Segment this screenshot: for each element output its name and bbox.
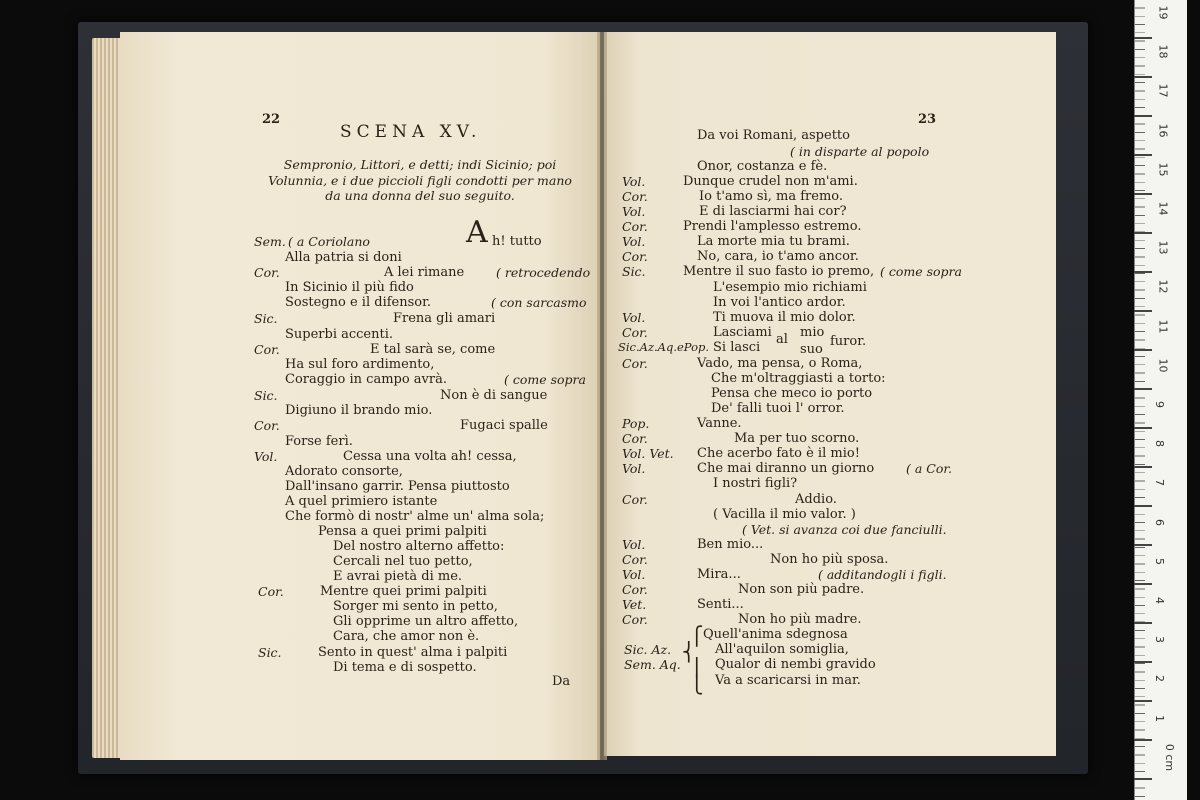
stage-direction: ( in disparte al popolo <box>790 144 930 159</box>
verse-line: Senti... <box>697 597 744 612</box>
speaker: Sem. <box>254 234 286 249</box>
ruler-number: 17 <box>1156 83 1170 98</box>
verse-line: Prendi l'amplesso estremo. <box>683 219 862 234</box>
verse-line: In voi l'antico ardor. <box>713 295 846 310</box>
speaker: Vol. <box>622 461 646 476</box>
verse-line: Non son più padre. <box>738 582 865 597</box>
speaker: Vol. <box>622 567 646 582</box>
verse-line: I nostri figli? <box>713 476 798 491</box>
verse-line: All'aquilon somiglia, <box>715 642 849 657</box>
verse-line: Dunque crudel non m'ami. <box>683 174 858 189</box>
speaker: Sic. <box>258 645 282 660</box>
verse-line: Pensa che meco io porto <box>711 386 873 401</box>
verse-line: No, cara, io t'amo ancor. <box>697 249 859 264</box>
book-gutter <box>597 32 607 760</box>
verse-line: Mentre quei primi palpiti <box>320 584 487 599</box>
speaker: Cor. <box>622 431 648 446</box>
verse-line: furor. <box>830 334 867 349</box>
verse-line: L'esempio mio richiami <box>713 280 867 295</box>
speaker: Cor. <box>622 356 648 371</box>
verse-line: Ha sul foro ardimento, <box>285 357 435 372</box>
ruler-number: 14 <box>1156 201 1170 216</box>
speaker: Vol. <box>622 234 646 249</box>
ruler-number: 19 <box>1156 5 1170 20</box>
verse-line: Va a scaricarsi in mar. <box>715 673 861 688</box>
ruler-number: 6 <box>1153 518 1166 526</box>
stage-direction: ( additandogli i figli. <box>818 567 947 582</box>
speaker: Sic. <box>254 311 278 326</box>
verse-line: Sorger mi sento in petto, <box>333 599 498 614</box>
verse-line: mio <box>800 325 825 340</box>
verse-line: E avrai pietà di me. <box>333 569 463 584</box>
ruler-number: 0 cm <box>1163 743 1177 771</box>
speaker: Cor. <box>254 418 280 433</box>
verse-line: Che mai diranno un giorno <box>697 461 875 476</box>
verse-line: Sento in quest' alma i palpiti <box>318 645 508 660</box>
verse-line: Onor, costanza e fè. <box>697 159 828 174</box>
verse-line: Superbi accenti. <box>285 327 394 342</box>
verse-line: ( Vacilla il mio valor. ) <box>713 507 856 522</box>
verse-line: Del nostro alterno affetto: <box>333 539 505 554</box>
verse-line: Non è di sangue <box>440 388 548 403</box>
speaker: Sic. <box>622 264 646 279</box>
speaker: Cor. <box>258 584 284 599</box>
speaker: Cor. <box>622 219 648 234</box>
verse-line: Che formò di nostr' alme un' alma sola; <box>285 509 545 524</box>
speaker: Vol. <box>622 204 646 219</box>
verse-line: Lasciami <box>713 325 772 340</box>
speaker: Vol. <box>622 310 646 325</box>
verse-line: Che m'oltraggiasti a torto: <box>711 371 886 386</box>
speaker: Pop. <box>622 416 650 431</box>
verse-line: Qualor di nembi gravido <box>715 657 876 672</box>
speaker: Vol. Vet. <box>622 446 674 461</box>
ruler-number: 7 <box>1153 479 1166 487</box>
brace: ⎩ <box>690 674 704 695</box>
ruler-number: 8 <box>1153 440 1166 448</box>
verse-line: Non ho più madre. <box>738 612 862 627</box>
verse-line: La morte mia tu brami. <box>697 234 850 249</box>
speaker: Sem. Aq. <box>624 657 681 672</box>
catchword: Da <box>552 674 571 689</box>
ruler-number: 3 <box>1153 636 1166 644</box>
ruler-number: 15 <box>1156 162 1170 177</box>
verse-line: Alla patria si doni <box>285 250 402 265</box>
verse-line: Ben mio... <box>697 537 764 552</box>
verse-line: Vado, ma pensa, o Roma, <box>697 356 863 371</box>
ruler-number: 4 <box>1153 597 1166 604</box>
brace: ⎧ <box>690 626 704 647</box>
ruler-number: 16 <box>1156 123 1170 138</box>
verse-line: A quel primiero istante <box>285 494 438 509</box>
ruler-number: 5 <box>1153 557 1166 565</box>
speaker: Vet. <box>622 597 647 612</box>
stage-direction: ( con sarcasmo <box>491 295 587 310</box>
verse-line: Cessa una volta ah! cessa, <box>343 449 517 464</box>
stage-direction: ( come sopra <box>880 264 962 279</box>
ruler-number: 13 <box>1156 240 1170 255</box>
speaker: Sic. <box>254 388 278 403</box>
ruler-number: 2 <box>1153 675 1166 683</box>
speaker: Cor. <box>622 492 648 507</box>
brace: ⎨ <box>682 642 696 663</box>
stage-direction: ( a Cor. <box>906 461 952 476</box>
verse-line: Si lasci <box>713 340 761 355</box>
speaker: Cor. <box>254 342 280 357</box>
verse-line: Gli opprime un altro affetto, <box>333 614 519 629</box>
ruler-number: 11 <box>1156 319 1170 334</box>
speaker: Cor. <box>622 552 648 567</box>
speaker: Sic.Az.Aq.ePop. <box>618 340 710 354</box>
stage-direction: ( retrocedendo <box>496 265 591 280</box>
cast-note: Sempronio, Littori, e detti; indi Sicinio; poi Volunnia, e i due piccioli figli condotti per mano da una donna del suo seguito. <box>268 157 572 203</box>
verse-line: Da voi Romani, aspetto <box>697 128 850 143</box>
verse-line: Non ho più sposa. <box>770 552 889 567</box>
verse-line: Mira... <box>697 567 741 582</box>
verse-line: Cara, che amor non è. <box>333 629 480 644</box>
drop-cap: A <box>466 215 488 250</box>
verse-line: Dall'insano garrir. Pensa piuttosto <box>285 479 510 494</box>
verse-line: In Sicinio il più fido <box>285 280 414 295</box>
stage-direction: ( a Coriolano <box>288 234 370 249</box>
verse-line: Quell'anima sdegnosa <box>703 627 848 642</box>
ruler-number: 9 <box>1153 401 1166 408</box>
verse-line: suo <box>800 342 823 357</box>
right-page-number: 23 <box>918 112 937 127</box>
verse-line: E di lasciarmi hai cor? <box>699 204 847 219</box>
verse-line: Di tema e di sospetto. <box>333 660 477 675</box>
verse-line: al <box>776 332 788 347</box>
verse-line: Coraggio in campo avrà. <box>285 372 447 387</box>
verse-line: Sostegno e il difensor. <box>285 295 432 310</box>
verse-line: h! tutto <box>492 234 542 249</box>
speaker: Sic. Az. <box>624 642 672 657</box>
verse-line: Pensa a quei primi palpiti <box>318 524 487 539</box>
stage-direction: ( come sopra <box>504 372 586 387</box>
stage-direction: ( Vet. si avanza coi due fanciulli. <box>742 522 947 537</box>
speaker: Cor. <box>622 189 648 204</box>
speaker: Cor. <box>622 612 648 627</box>
left-page-number: 22 <box>262 112 281 127</box>
verse-line: Addio. <box>795 492 837 507</box>
speaker: Cor. <box>622 249 648 264</box>
speaker: Vol. <box>254 449 278 464</box>
ruler-number: 12 <box>1156 279 1170 294</box>
verse-line: De' falli tuoi l' orror. <box>711 401 845 416</box>
ruler-number: 18 <box>1156 44 1170 59</box>
scene-title: SCENA XV. <box>340 122 482 142</box>
verse-line: Ma per tuo scorno. <box>734 431 860 446</box>
brace: ⎪ <box>690 658 704 679</box>
verse-line: Vanne. <box>697 416 742 431</box>
ruler-ticks <box>1134 0 1152 800</box>
speaker: Vol. <box>622 174 646 189</box>
verse-line: Adorato consorte, <box>285 464 403 479</box>
ruler-number: 10 <box>1156 358 1170 373</box>
verse-line: Mentre il suo fasto io premo, <box>683 264 875 279</box>
speaker: Cor. <box>622 582 648 597</box>
verse-line: Forse ferì. <box>285 434 353 449</box>
verse-line: Frena gli amari <box>393 311 496 326</box>
verse-line: A lei rimane <box>384 265 465 280</box>
speaker: Cor. <box>622 325 648 340</box>
speaker: Vol. <box>622 537 646 552</box>
speaker: Cor. <box>254 265 280 280</box>
verse-line: Che acerbo fato è il mio! <box>697 446 860 461</box>
verse-line: Ti muova il mio dolor. <box>713 310 856 325</box>
verse-line: E tal sarà se, come <box>370 342 496 357</box>
verse-line: Digiuno il brando mio. <box>285 403 433 418</box>
verse-line: Fugaci spalle <box>460 418 548 433</box>
verse-line: Io t'amo sì, ma fremo. <box>699 189 844 204</box>
verse-line: Cercali nel tuo petto, <box>333 554 473 569</box>
ruler-number: 1 <box>1153 714 1166 722</box>
